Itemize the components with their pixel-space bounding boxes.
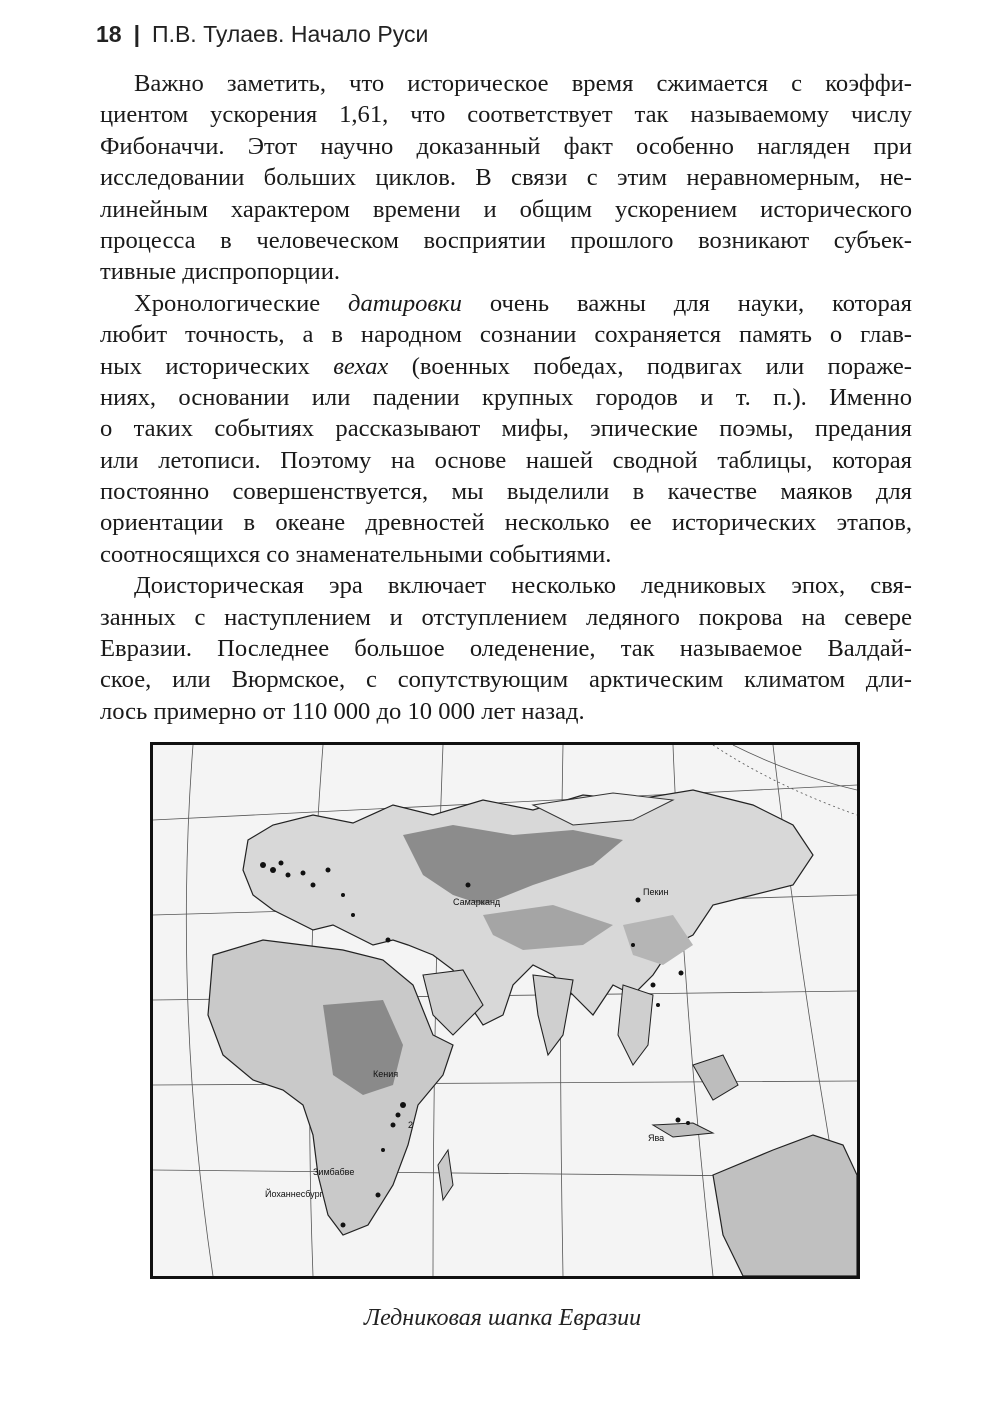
- label-beijing: Пекин: [643, 887, 669, 897]
- text-line: Доисторическая эра включает несколько ледниковых эпох, свя-: [134, 572, 912, 600]
- text-line: Фибоначчи. Этот научно доказанный факт особенно нагляден при: [100, 132, 912, 160]
- figure-caption: Ледниковая шапка Евразии: [363, 1305, 642, 1331]
- running-header: [96, 16, 428, 52]
- body-text: [100, 68, 912, 727]
- text-line: лось примерно от 110 000 до 10 000 лет назад.: [100, 697, 585, 725]
- header-separator: |: [133, 20, 141, 47]
- emphasis: датировки: [348, 289, 462, 317]
- label-kenya: Кения: [373, 1069, 399, 1079]
- label-zimbabwe: Зимбабве: [313, 1167, 355, 1177]
- running-title: П.В. Тулаев. Начало Руси: [152, 20, 429, 47]
- page-number: 18: [96, 20, 122, 47]
- label-johannesburg: Йоханнесбург: [265, 1189, 323, 1199]
- text-line: или летописи. Поэтому на основе нашей сводной таблицы, которая: [100, 446, 912, 474]
- label-marker-2: 2: [408, 1120, 414, 1130]
- emphasis: вехах: [333, 352, 389, 380]
- text-line: Важно заметить, что историческое время сжимается с коэффи-: [134, 70, 912, 97]
- text-line: любит точность, а в народном сознании сохраняется память о глав-: [100, 321, 912, 349]
- label-java: Ява: [648, 1133, 665, 1143]
- text-line: ское, или Вюрмское, с сопутствующим арктическим климатом дли-: [100, 666, 912, 694]
- text-line: линейным характером времени и общим ускорением исторического: [100, 195, 912, 223]
- text-line: ниях, основании или падении крупных городов и т. п.). Именно: [100, 383, 912, 411]
- text-segment: очень важны для науки, которая: [461, 289, 912, 317]
- text-line: ориентации в океане древностей несколько ее исторических этапов,: [100, 509, 912, 537]
- text-line: Евразии. Последнее большое оледенение, так называемое Валдай-: [100, 635, 912, 663]
- text-line: занных с наступлением и отступлением ледяного покрова на севере: [100, 603, 912, 631]
- text-line: циентом ускорения 1,61, что соответствует так называемому числу: [100, 101, 912, 129]
- text-segment: Хронологические: [134, 289, 349, 317]
- text-line: постоянно совершенствуется, мы выделили в качестве маяков для: [100, 478, 912, 506]
- text-line: [100, 351, 912, 382]
- text-line: о таких событиях рассказывают мифы, эпические поэмы, предания: [100, 415, 912, 443]
- label-samarkand: Самарканд: [453, 897, 501, 907]
- text-segment: (военных победах, подвигах или пораже-: [388, 352, 912, 380]
- text-line: тивные диспропорции.: [100, 258, 341, 286]
- map-figure: [150, 742, 860, 1279]
- text-segment: ных исторических: [100, 352, 334, 380]
- text-line: процесса в человеческом восприятии прошлого возникают субъек-: [100, 226, 912, 254]
- text-line: исследовании больших циклов. В связи с этим неравномерным, не-: [100, 164, 912, 192]
- text-line: [100, 288, 912, 319]
- map-image: [153, 745, 857, 1276]
- text-line: соотносящихся со знаменательными событиями.: [100, 540, 612, 568]
